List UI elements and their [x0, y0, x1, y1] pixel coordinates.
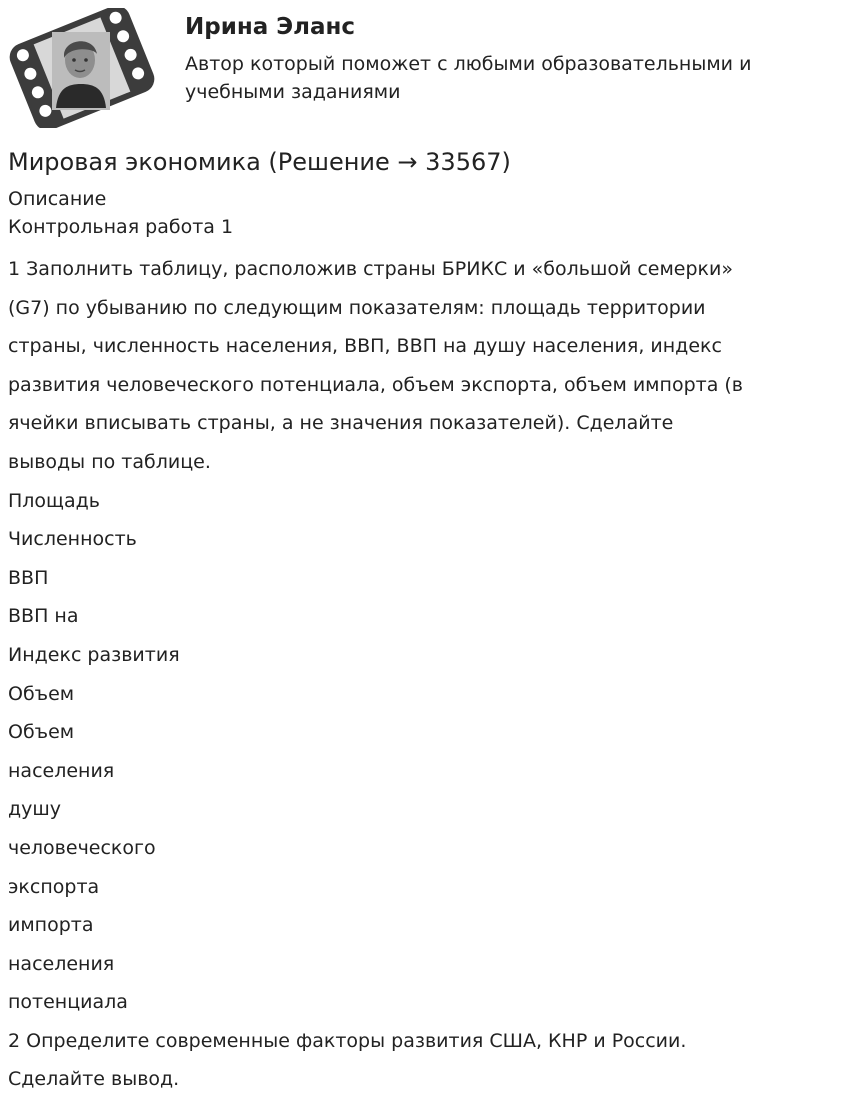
- task-line: развития человеческого потенциала, объем экспорта, объем импорта (в: [8, 373, 743, 396]
- table-header-fragment: импорта: [8, 914, 94, 937]
- table-header-fragment: потенциала: [8, 991, 128, 1014]
- table-header-fragment: Объем: [8, 682, 75, 705]
- table-header-fragment: Площадь: [8, 489, 100, 512]
- task-line: 2 Определите современные факторы развития США, КНР и России.: [8, 1029, 687, 1052]
- task-line: 1 Заполнить таблицу, расположив страны БРИКС и «большой семерки»: [8, 258, 734, 280]
- task-line: (G7) по убыванию по следующим показателям: площадь территории: [8, 296, 706, 319]
- section-label: Описание: [8, 188, 107, 210]
- author-name[interactable]: Ирина Эланс: [185, 14, 356, 40]
- table-header-fragment: душу: [8, 798, 62, 821]
- table-header-fragment: Численность: [8, 528, 137, 551]
- task-line: ячейки вписывать страны, а не значения показателей). Сделайте: [8, 412, 674, 435]
- table-header-fragment: ВВП на: [8, 605, 79, 628]
- task-description: [8, 250, 838, 1099]
- task-line: страны, численность населения, ВВП, ВВП на душу населения, индекс: [8, 335, 722, 358]
- table-header-fragment: экспорта: [8, 875, 100, 898]
- work-title: Контрольная работа 1: [8, 216, 234, 238]
- task-line: Сделайте вывод.: [8, 1068, 180, 1091]
- task-line: выводы по таблице.: [8, 450, 211, 473]
- table-header-fragment: ВВП: [8, 566, 49, 589]
- table-header-fragment: населения: [8, 952, 115, 975]
- film-strip-portrait-icon: [8, 8, 156, 128]
- table-header-fragment: Индекс развития: [8, 643, 180, 666]
- author-description: Автор который поможет с любыми образовательными и учебными заданиями: [185, 53, 752, 103]
- author-header: [8, 8, 838, 128]
- table-header-fragment: Объем: [8, 721, 75, 744]
- page-title: Мировая экономика (Решение → 33567): [8, 148, 511, 176]
- author-avatar[interactable]: [8, 8, 156, 128]
- table-header-fragment: населения: [8, 759, 115, 782]
- table-header-fragment: человеческого: [8, 836, 156, 859]
